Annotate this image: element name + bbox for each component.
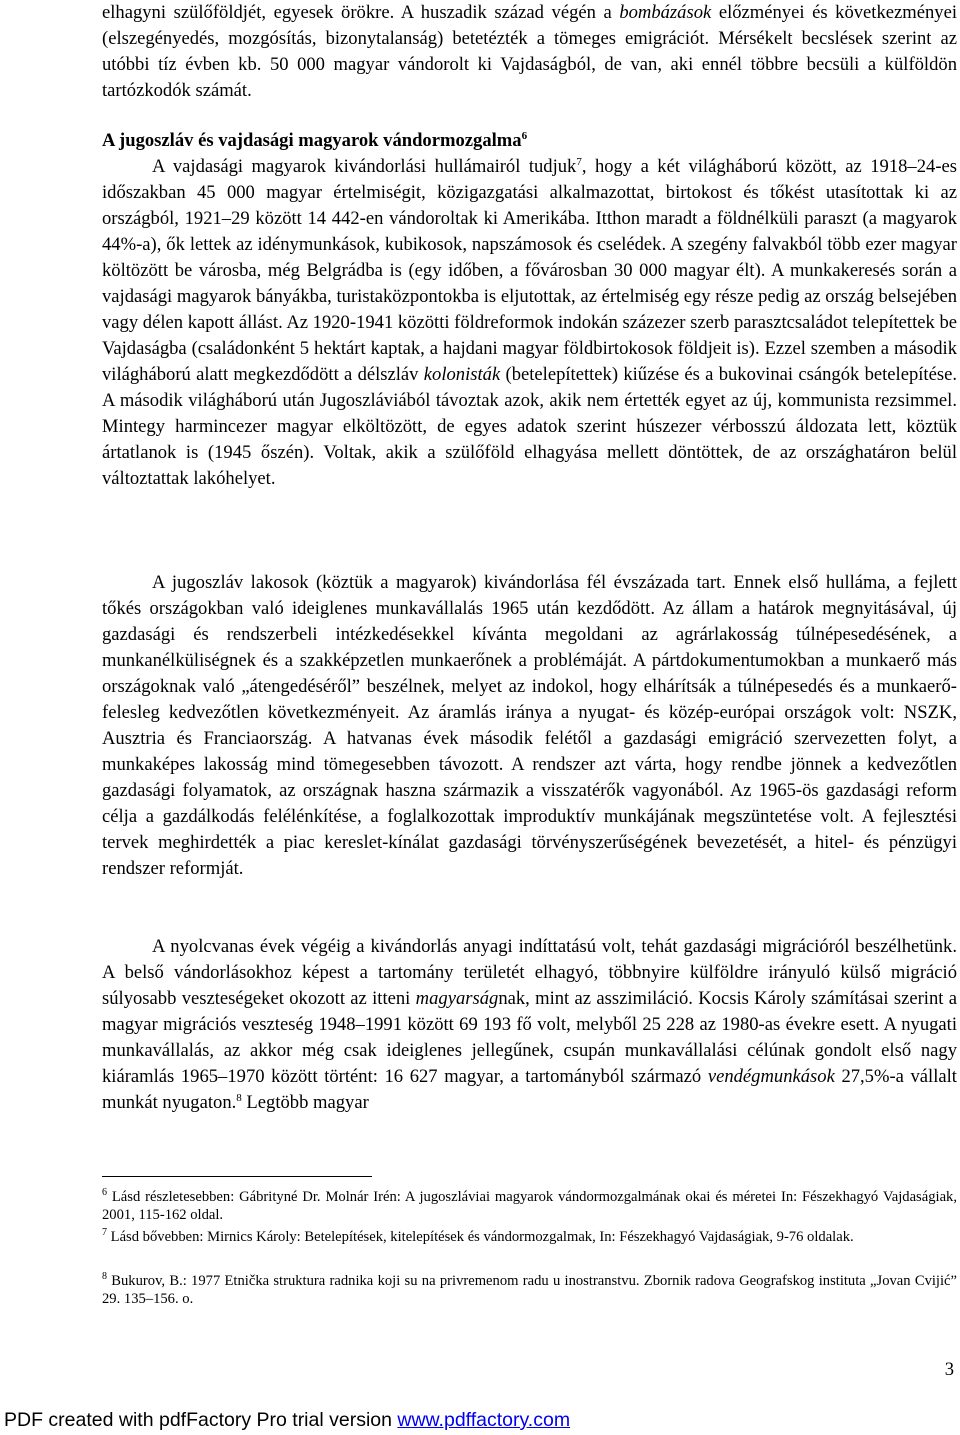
footnote-number: 6 bbox=[102, 1187, 107, 1199]
intro-text-2: előzményei és következményei (elszegényedés, mozgósítás, bizonytalanság) betetézték a tömeges emigrációt. Mérsékelt becslések szerint az utóbbi tíz évben kb. 50 000 magyar vándorolt ki Vajdaságból, de van, aki ennél többre becsüli a külföldön tartózkodók számát. bbox=[102, 2, 957, 101]
footnote-text: Bukurov, B.: 1977 Etnička struktura radnika koji su na privremenom radu u inostranstvu. Zbornik radova Geografskog instituta „Jovan Cvijić” 29. 135–156. o. bbox=[102, 1273, 957, 1307]
section-heading-text: A jugoszláv és vajdasági magyarok vándormozgalma bbox=[102, 130, 522, 151]
page-number: 3 bbox=[944, 1359, 954, 1380]
footnote-8 bbox=[102, 1272, 957, 1308]
pdf-footer bbox=[0, 1406, 960, 1435]
footnote-text: Lásd részletesebben: Gábrityné Dr. Molnár Irén: A jugoszláviai magyarok vándormozgalmának okai és méretei In: Fészekhagyó Vajdaságiak, 2001, 115-162 oldal. bbox=[102, 1189, 957, 1223]
p1-text-2: , hogy a két világháború között, az 1918–24-es időszakban 45 000 magyar értelmiségit, közigazgatási alkalmazottat, birtokost és tőkést utasítottak ki az országból, 1921–29 között 14 442-en vándoroltak ki Amerikába. Itthon maradt a földnélküli paraszt (a magyarok 44%-a), ők lettek az idénymunkások, kubikosok, napszámosok és cselédek. A szegény falvakból több ezer magyar költözött be városba, még Belgrádba is (egy időben, a fővárosban 30 000 magyar élt). A munkakeresés során a vajdasági magyarok bányákba, turistaközpontokba is eljutottak, az értelmiség egy része pedig az ország belsejében vagy délen kapott állást. Az 1920-1941 közötti földreformok indokán százezer szerb parasztcsaládot telepítettek be Vajdaságba (családonként 5 hektárt kaptak, a hajdani magyar földbirtokosok földjeit is). Ezzel szemben a második világháború alatt megkezdődött a délszláv bbox=[102, 156, 957, 385]
footnote-ref-6: 6 bbox=[521, 129, 528, 142]
p3-text-3: 27,5%-a vállalt munkát nyugaton. bbox=[102, 1066, 957, 1113]
p1-text-3: (betelepítettek) kiűzése és a bukovinai csángók betelepítése. A második világháború után Jugoszláviából távoztak azok, akik nem értették egyet az új, kommunista rezsimmel. Mintegy harmincezer magyar elköltözött, de egyes adatok szerint húszezer vérbosszú áldozata lett, köztük ártatlanok is (1945 őszén). Voltak, akik a szülőföld elhagyása mellett döntöttek, de az országhatáron belül változtattak lakóhelyet. bbox=[102, 364, 957, 489]
p3-text-1: A nyolcvanas évek végéig a kivándorlás anyagi indíttatású volt, tehát gazdasági migrációról beszélhetünk. A belső vándorlásokhoz képest a tartomány területét elhagyó, többnyire külföldre irányuló külső migráció súlyosabb veszteségeket okozott az itteni bbox=[102, 936, 957, 1009]
paragraph-2: A jugoszláv lakosok (köztük a magyarok) kivándorlása fél évszázada tart. Ennek első hulláma, a fejlett tőkés országokban való ideiglenes munkavállalás 1965 után kezdődött. Az állam a határok megnyitásával, új gazdasági és rendszerbeli intézkedésekkel kívánta megoldani az agrárlakosság túlnépesedésének, a munkanélküliségnek és a szakképzetlen munkaerőnek a problémáját. A pártdokumentumokban a munkaerő más országoknak való „átengedéséről” beszélnek, melyet az indokol, hogy elhárítsák a túlnépesedés és a munkaerő-felesleg kedvezőtlen következményeit. Az áramlás iránya a nyugat- és közép-európai országok volt: NSZK, Ausztria és Franciaország. A hatvanas évek második felétől a gazdasági emigráció szervezetten folyt, a munkaképes lakosság mind tömegesebben távozott. A rendszer azt várta, hogy rendbe jönnek a kedvezőtlen gazdasági folyamatok, az országnak haszna származik a visszatérők vagyonából. Az 1965-ös gazdasági reform célja a gazdálkodás felélénkítése, a foglalkozottak improduktív munkájának megszüntetése volt. A fejlesztési tervek meghirdették a piac kereslet-kínálat gazdasági törvényszerűségének bevezetését, a hitel- és pénzügyi rendszer reformját. bbox=[102, 572, 957, 879]
footnote-text: Lásd bővebben: Mirnics Károly: Betelepítések, kitelepítések és vándormozgalmak, In: Fészekhagyó Vajdaságiak, 9-76 oldalak. bbox=[110, 1229, 854, 1245]
p1-text-1: A vajdasági magyarok kivándorlási hullámairól tudjuk bbox=[152, 156, 577, 177]
intro-paragraph bbox=[102, 0, 957, 104]
footer-link[interactable]: www.pdffactory.com bbox=[397, 1409, 571, 1431]
intro-text-1: elhagyni szülőföldjét, egyesek örökre. A huszadik század végén a bbox=[102, 2, 620, 23]
p3-italic-term-2: vendégmunkások bbox=[707, 1066, 835, 1087]
p3-italic-term-1: magyarság bbox=[415, 988, 499, 1009]
footnote-ref-7: 7 bbox=[576, 155, 582, 168]
footer-text: PDF created with pdfFactory Pro trial version bbox=[4, 1409, 398, 1431]
footnote-ref-8: 8 bbox=[236, 1091, 242, 1104]
footnote-7 bbox=[102, 1228, 957, 1246]
intro-italic-term: bombázások bbox=[619, 2, 712, 23]
p1-italic-term: kolonisták bbox=[423, 364, 501, 385]
footnote-6 bbox=[102, 1188, 957, 1224]
footnote-separator bbox=[102, 1176, 372, 1177]
footnote-number: 8 bbox=[102, 1271, 107, 1283]
footnote-number: 7 bbox=[102, 1227, 107, 1239]
p3-text-2: nak, mint az asszimiláció. Kocsis Károly számításai szerint a magyar migrációs veszteség 1948–1991 között 69 193 fő volt, melyből 25 228 az 1980-as évekre esett. A nyugati munkavállalás, az akkor még csak ideiglenes jellegűnek, csupán munkavállalási célúnak gondolt első nagy kiáramlás 1965–1970 között történt: 16 627 magyar, a tartományból származó bbox=[102, 988, 957, 1087]
paragraph-1 bbox=[102, 154, 957, 492]
p3-text-4: Legtöbb magyar bbox=[241, 1092, 369, 1113]
paragraph-3 bbox=[102, 934, 957, 1116]
section-heading bbox=[102, 128, 957, 154]
